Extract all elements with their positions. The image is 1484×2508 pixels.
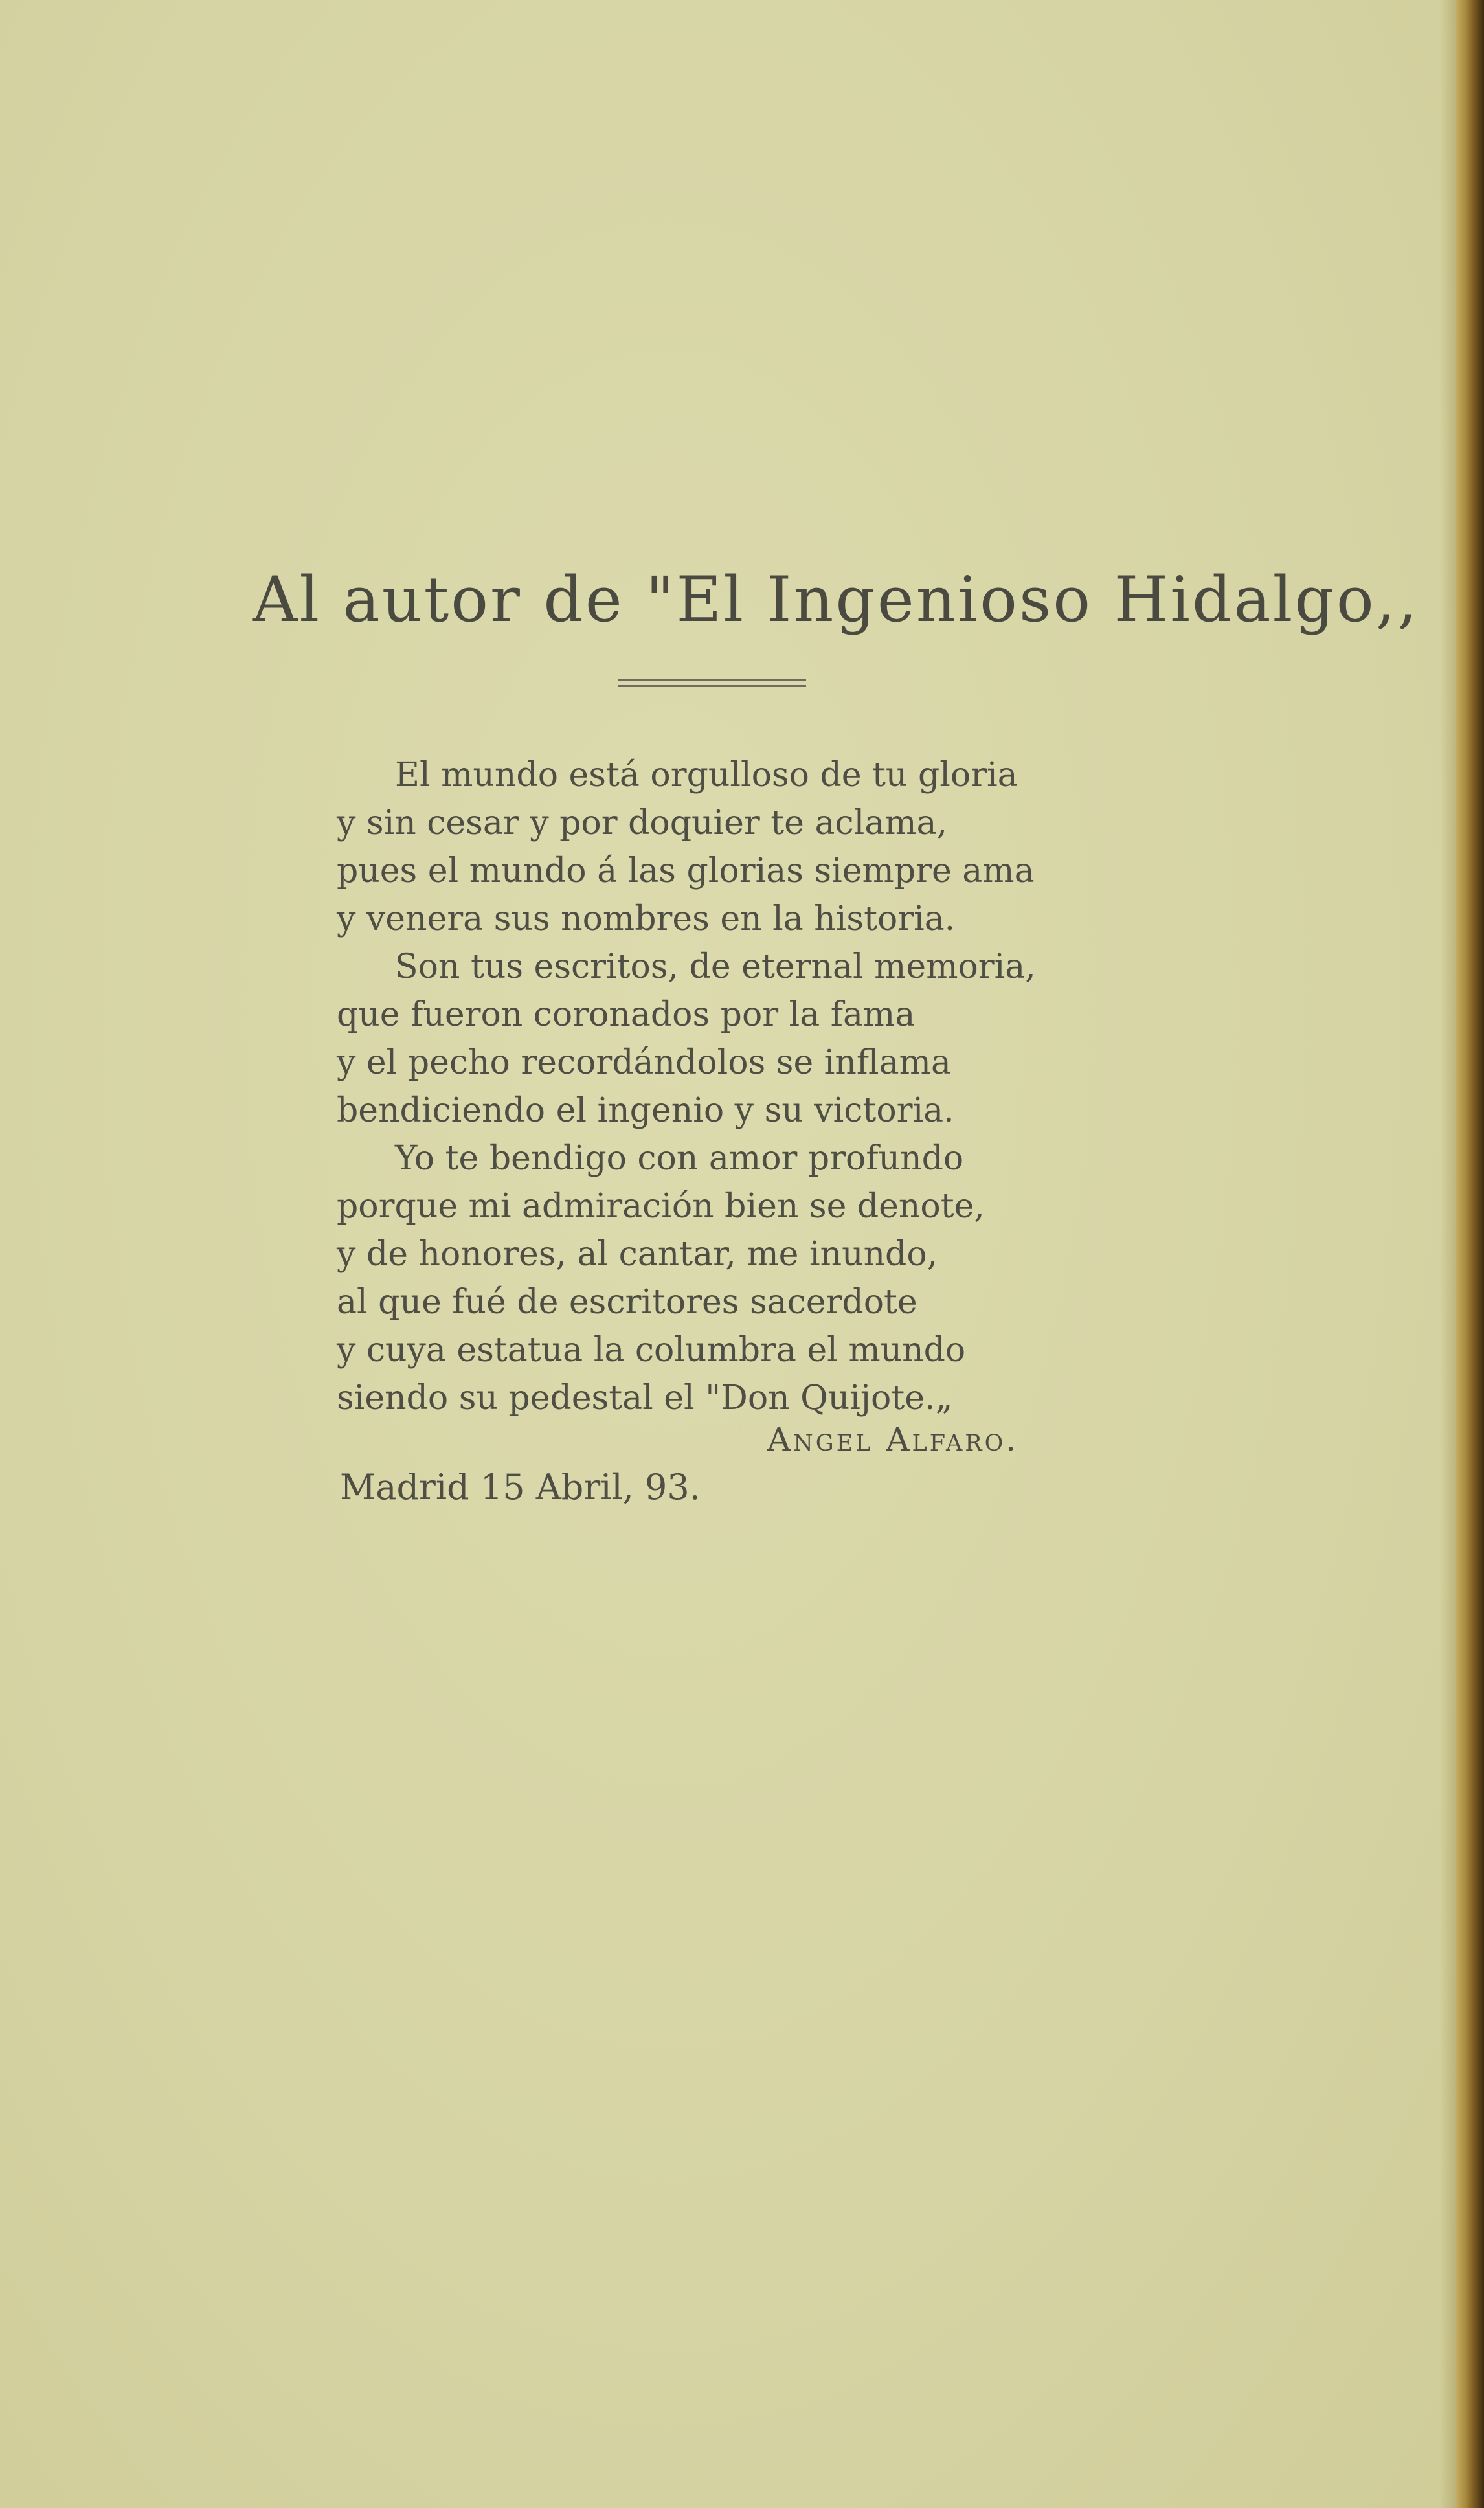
poem-line: y de honores, al cantar, me inundo,	[337, 1235, 938, 1274]
poem-line: que fueron coronados por la fama	[337, 995, 916, 1034]
poem-line: y el pecho recordándolos se inflama	[337, 1043, 951, 1082]
poem-line: siendo su pedestal el "Don Quijote.„	[337, 1379, 953, 1418]
poem-body	[337, 751, 1114, 1422]
title-divider-top	[618, 679, 806, 681]
poem-line: y sin cesar y por doquier te aclama,	[337, 804, 948, 842]
dateline: Madrid 15 Abril, 93.	[340, 1467, 701, 1508]
poem-line: Son tus escritos, de eternal memoria,	[395, 947, 1036, 986]
poem-line: Yo te bendigo con amor profundo	[395, 1139, 964, 1178]
title-divider-bottom	[618, 685, 806, 687]
poem-line: El mundo está orgulloso de tu gloria	[395, 756, 1018, 795]
book-spine	[1456, 0, 1484, 2508]
author-signature: Angel Alfaro.	[767, 1421, 1019, 1458]
page-edge-shadow	[1440, 0, 1456, 2508]
poem-line: pues el mundo á las glorias siempre ama	[337, 852, 1035, 890]
poem-line: y venera sus nombres en la historia.	[337, 899, 956, 938]
poem-line: al que fué de escritores sacerdote	[337, 1283, 917, 1322]
poem-line: y cuya estatua la columbra el mundo	[337, 1331, 966, 1370]
poem-line: porque mi admiración bien se denote,	[337, 1187, 985, 1226]
poem-line: bendiciendo el ingenio y su victoria.	[337, 1091, 954, 1130]
poem-title: Al autor de "El Ingenioso Hidalgo,,	[253, 563, 1419, 636]
